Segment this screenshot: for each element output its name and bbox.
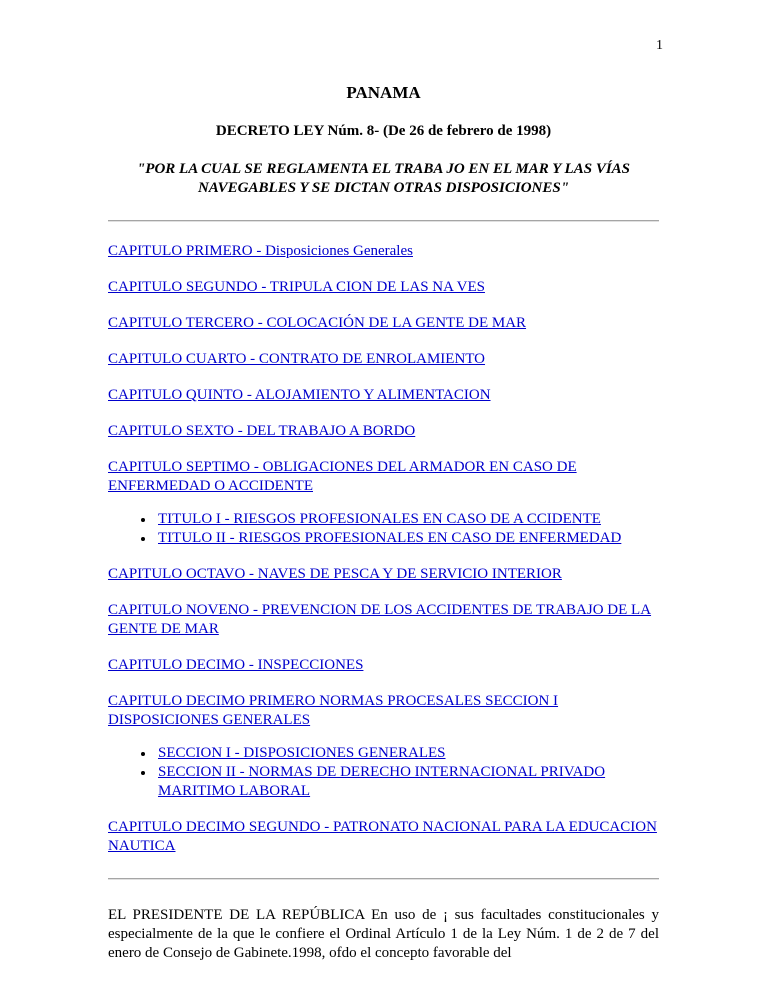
toc-link-capitulo-decimo-primero[interactable]: CAPITULO DECIMO PRIMERO NORMAS PROCESALES SECCION I DISPOSICIONES GENERALES (108, 693, 559, 728)
document-content (108, 83, 659, 963)
body-paragraph: EL PRESIDENTE DE LA REPÚBLICA En uso de ¡ sus facultades constitucionales y especialmente de la que le confiere el Ordinal Artículo 1 de la Ley Núm. 1 de 2 de 7 del enero de Consejo de Gabinete.1998, ofdo el concepto favorable del (108, 907, 659, 961)
decree-subtitle: "POR LA CUAL SE REGLAMENTA EL TRABA JO EN EL MAR Y LAS VÍAS NAVEGABLES Y SE DICTAN OTRAS DISPOSICIONES" (136, 161, 631, 196)
toc-link-titulo-ii[interactable]: TITULO II - RIESGOS PROFESIONALES EN CASO DE ENFERMEDAD (158, 530, 622, 546)
toc-link-capitulo-decimo-segundo[interactable]: CAPITULO DECIMO SEGUNDO - PATRONATO NACIONAL PARA LA EDUCACION NAUTICA (108, 819, 657, 854)
page-title: PANAMA (346, 83, 421, 102)
toc-sublist-capitulo-septimo (108, 510, 659, 548)
toc-link-capitulo-sexto[interactable]: CAPITULO SEXTO - DEL TRABAJO A BORDO (108, 423, 416, 439)
toc-link-capitulo-noveno[interactable]: CAPITULO NOVENO - PREVENCION DE LOS ACCIDENTES DE TRABAJO DE LA GENTE DE MAR (108, 602, 652, 637)
toc-link-capitulo-cuarto[interactable]: CAPITULO CUARTO - CONTRATO DE ENROLAMIENTO (108, 351, 486, 367)
divider-top (108, 220, 659, 222)
toc-link-titulo-i[interactable]: TITULO I - RIESGOS PROFESIONALES EN CASO DE A CCIDENTE (158, 511, 601, 527)
toc-link-capitulo-septimo[interactable]: CAPITULO SEPTIMO - OBLIGACIONES DEL ARMADOR EN CASO DE ENFERMEDAD O ACCIDENTE (108, 459, 577, 494)
toc-link-capitulo-decimo[interactable]: CAPITULO DECIMO - INSPECCIONES (108, 657, 364, 673)
list-item (158, 744, 659, 763)
decree-title: DECRETO LEY Núm. 8- (De 26 de febrero de 1998) (215, 123, 552, 139)
toc-link-capitulo-primero[interactable]: CAPITULO PRIMERO - Disposiciones Generales (108, 243, 413, 259)
list-item (158, 510, 659, 529)
toc-link-capitulo-quinto[interactable]: CAPITULO QUINTO - ALOJAMIENTO Y ALIMENTACION (108, 387, 491, 403)
toc-link-seccion-i[interactable]: SECCION I - DISPOSICIONES GENERALES (158, 745, 446, 761)
toc-sublist-capitulo-decimo-primero (108, 744, 659, 801)
table-of-contents (108, 242, 659, 856)
toc-link-capitulo-tercero[interactable]: CAPITULO TERCERO - COLOCACIÓN DE LA GENTE DE MAR (108, 315, 527, 331)
toc-link-capitulo-octavo[interactable]: CAPITULO OCTAVO - NAVES DE PESCA Y DE SERVICIO INTERIOR (108, 566, 562, 582)
list-item (158, 763, 659, 801)
toc-link-seccion-ii[interactable]: SECCION II - NORMAS DE DERECHO INTERNACIONAL PRIVADO MARITIMO LABORAL (158, 764, 606, 799)
divider-bottom (108, 878, 659, 880)
page-number: 1 (656, 38, 663, 53)
list-item (158, 529, 659, 548)
toc-link-capitulo-segundo[interactable]: CAPITULO SEGUNDO - TRIPULA CION DE LAS NA VES (108, 279, 485, 295)
